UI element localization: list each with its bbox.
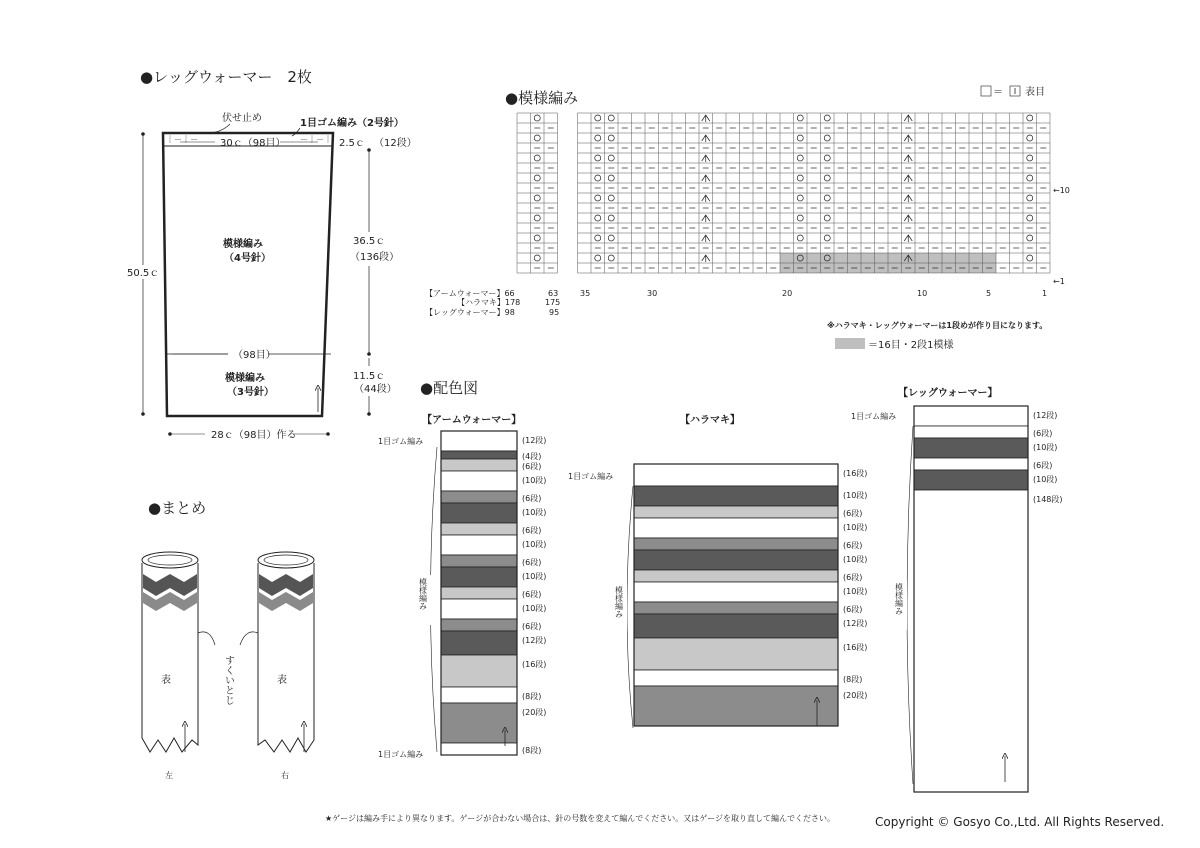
stripe xyxy=(441,535,517,555)
chart-note: ※ハラマキ・レッグウォーマーは1段めが作り目になります。 xyxy=(827,321,1048,330)
hara-stripes xyxy=(634,464,838,726)
leg-row-labels xyxy=(1033,410,1063,504)
tube-right-face: 表 xyxy=(277,675,287,686)
stripe xyxy=(634,518,838,538)
pattern-a-label: 模様編み xyxy=(223,239,263,250)
leg-pattern-label: 模様編み xyxy=(894,583,904,615)
stripe xyxy=(441,471,517,491)
hara-row-labels xyxy=(843,468,867,700)
top-width-label: 30ｃ（98目） xyxy=(220,138,286,149)
count-arm-label: 【アームウォーマー】66 xyxy=(425,289,515,298)
color-chart-section xyxy=(378,379,1063,792)
row-label: (6段) xyxy=(843,605,863,614)
stripe xyxy=(441,687,517,703)
row-label: (6段) xyxy=(522,526,542,535)
row-label: (6段) xyxy=(522,590,542,599)
row-label: (10段) xyxy=(522,476,547,485)
row-label: (10段) xyxy=(843,523,868,532)
row-label: (16段) xyxy=(843,643,868,652)
copyright: Copyright © Gosyo Co.,Ltd. All Rights Reserved. xyxy=(875,815,1165,829)
stripe xyxy=(914,438,1028,458)
stripe xyxy=(441,459,517,471)
row-label: (4段) xyxy=(522,452,542,461)
stripe xyxy=(634,602,838,614)
haramaki-chart xyxy=(568,413,867,728)
row-label: (10段) xyxy=(843,491,868,500)
stripe xyxy=(441,431,517,451)
row-label: (10段) xyxy=(522,540,547,549)
row-label: (12段) xyxy=(522,636,547,645)
stitch-counts xyxy=(425,288,560,317)
stripe xyxy=(441,703,517,743)
col-number-30: 30 xyxy=(647,289,658,298)
height-b-label: 11.5ｃ xyxy=(353,371,386,382)
col-number-1: 1 xyxy=(1042,289,1048,298)
stripe xyxy=(441,555,517,567)
row-label: (10段) xyxy=(1033,443,1058,452)
pattern-b-label: 模様編み xyxy=(225,373,265,384)
legwarmer-chart xyxy=(851,386,1063,792)
row-label: (6段) xyxy=(1033,429,1053,438)
leg-pattern-bracket xyxy=(907,426,913,784)
column-numbers xyxy=(580,289,1047,298)
hara-pattern-label: 模様編み xyxy=(614,586,624,618)
gauge-note: ★ゲージは編み手により異なります。ゲージが合わない場合は、針の号数を変えて編んでください。又はゲージを取り直して編んでください。 xyxy=(325,814,836,823)
stitch-chart-section xyxy=(425,85,1070,351)
hara-rib-top: 1目ゴム編み xyxy=(568,472,614,481)
bottom-width-label: 28ｃ（98目）作る xyxy=(211,430,297,441)
tube-right xyxy=(258,552,314,780)
row-label: (10段) xyxy=(522,604,547,613)
row-label: (20段) xyxy=(843,691,868,700)
stripe xyxy=(634,506,838,518)
stripe xyxy=(441,743,517,755)
finish-title: ●まとめ xyxy=(148,499,207,517)
row-label: (12段) xyxy=(522,436,547,445)
stripe xyxy=(634,638,838,670)
stripe xyxy=(441,599,517,619)
stripe xyxy=(441,523,517,535)
legwarmer-title: ●レッグウォーマー 2枚 xyxy=(140,68,312,86)
row-label: (10段) xyxy=(843,587,868,596)
col-number-20: 20 xyxy=(782,289,793,298)
count-leg-label: 【レッグウォーマー】98 xyxy=(425,308,515,317)
rows-a-label: （136段） xyxy=(350,252,400,263)
stripe xyxy=(634,570,838,582)
stripe xyxy=(914,470,1028,490)
tube-left-label: 左 xyxy=(165,771,173,780)
repeat-note: ＝16目・2段1模様 xyxy=(868,340,954,351)
arm-rib-bottom: 1目ゴム編み xyxy=(378,750,424,759)
row-marker-10: ←10 xyxy=(1053,186,1070,195)
row-label: (8段) xyxy=(522,692,542,701)
stitch-chart-grid xyxy=(517,113,1050,273)
mid-sts-label: （98目） xyxy=(233,350,276,361)
col-number-35: 35 xyxy=(580,289,591,298)
stripe xyxy=(441,631,517,655)
stripe xyxy=(914,406,1028,426)
row-label: (6段) xyxy=(522,462,542,471)
tube-right-label: 右 xyxy=(281,771,289,780)
leg-rib-top: 1目ゴム編み xyxy=(851,412,897,421)
arm-pattern-bracket xyxy=(431,447,438,752)
arm-title: 【アームウォーマー】 xyxy=(422,415,522,426)
stripe xyxy=(634,614,838,638)
col-number-10: 10 xyxy=(917,289,928,298)
row-label: (16段) xyxy=(843,469,868,478)
count-leg-b: 95 xyxy=(549,308,560,317)
row-label: (16段) xyxy=(522,660,547,669)
rib-top-label: 1目ゴム編み（2号針） xyxy=(300,118,404,129)
row-label: (6段) xyxy=(843,509,863,518)
pattern-a-needle: （4号針） xyxy=(224,253,271,264)
arm-row-labels xyxy=(522,435,546,755)
count-hara-label: 【ハラマキ】178 xyxy=(457,298,521,307)
seam-label: すくいとじ xyxy=(222,655,234,705)
arm-pattern-label: 模様編み xyxy=(418,578,428,610)
leg-stripes xyxy=(914,406,1028,792)
legwarmer-schematic xyxy=(125,68,417,441)
row-label: (10段) xyxy=(843,555,868,564)
row-label: (6段) xyxy=(1033,461,1053,470)
row-label: (148段) xyxy=(1033,495,1063,504)
row-label: (10段) xyxy=(522,508,547,517)
height-a-label: 36.5ｃ xyxy=(353,236,386,247)
row-label: (10段) xyxy=(522,572,547,581)
stripe xyxy=(634,486,838,506)
legend-blank-cell xyxy=(981,86,991,96)
row-label: (12段) xyxy=(843,619,868,628)
tube-left xyxy=(142,552,198,780)
bindoff-leader xyxy=(210,124,230,133)
row-label: (20段) xyxy=(522,708,547,717)
row-label: (10段) xyxy=(1033,475,1058,484)
pattern-b-needle: （3号針） xyxy=(227,387,274,398)
stripe xyxy=(441,451,517,459)
row-label: (8段) xyxy=(522,746,542,755)
stripe xyxy=(634,670,838,686)
row-label: (6段) xyxy=(843,573,863,582)
stripe xyxy=(914,490,1028,792)
stripe xyxy=(914,426,1028,438)
hara-pattern-bracket xyxy=(627,486,633,728)
total-height-label: 50.5ｃ xyxy=(127,268,160,279)
repeat-swatch xyxy=(835,338,865,349)
leg-title: 【レッグウォーマー】 xyxy=(898,388,998,399)
stripe xyxy=(441,587,517,599)
row-label: (12段) xyxy=(1033,411,1058,420)
colorchart-title: ●配色図 xyxy=(420,379,479,397)
legend-equals: ＝ xyxy=(993,87,1003,98)
row-label: (6段) xyxy=(522,558,542,567)
pattern-title: ●模様編み xyxy=(505,89,579,107)
rib-symbol-left: ｜－｜－ xyxy=(166,135,198,144)
stripe xyxy=(634,550,838,570)
stripe xyxy=(441,491,517,503)
rib-height-label: 2.5ｃ xyxy=(339,138,365,149)
row-marker-1: ←1 xyxy=(1053,277,1065,286)
row-label: (6段) xyxy=(522,622,542,631)
row-label: (6段) xyxy=(843,541,863,550)
count-hara-b: 175 xyxy=(545,298,561,307)
col-number-5: 5 xyxy=(986,289,992,298)
count-arm-b: 63 xyxy=(548,289,559,298)
row-label: (6段) xyxy=(522,494,542,503)
rib-symbol-right: －｜－｜ xyxy=(300,135,332,144)
stripe xyxy=(634,538,838,550)
finishing-section xyxy=(142,499,314,780)
stripe xyxy=(441,567,517,587)
stripe xyxy=(634,582,838,602)
stripe xyxy=(634,464,838,486)
arm-stripes xyxy=(441,431,517,755)
row-label: (8段) xyxy=(843,675,863,684)
hara-title: 【ハラマキ】 xyxy=(680,415,740,426)
arm-warmer-chart xyxy=(378,413,546,759)
stripe xyxy=(441,503,517,523)
legend-label: 表目 xyxy=(1025,87,1045,98)
arm-rib-top: 1目ゴム編み xyxy=(378,437,424,446)
rib-rows-label: （12段） xyxy=(374,138,417,149)
stripe xyxy=(914,458,1028,470)
stripe xyxy=(441,655,517,687)
tube-left-face: 表 xyxy=(161,675,171,686)
rows-b-label: （44段） xyxy=(354,384,397,395)
bindoff-label: 伏せ止め xyxy=(222,113,262,124)
stripe xyxy=(441,619,517,631)
stripe xyxy=(634,686,838,726)
